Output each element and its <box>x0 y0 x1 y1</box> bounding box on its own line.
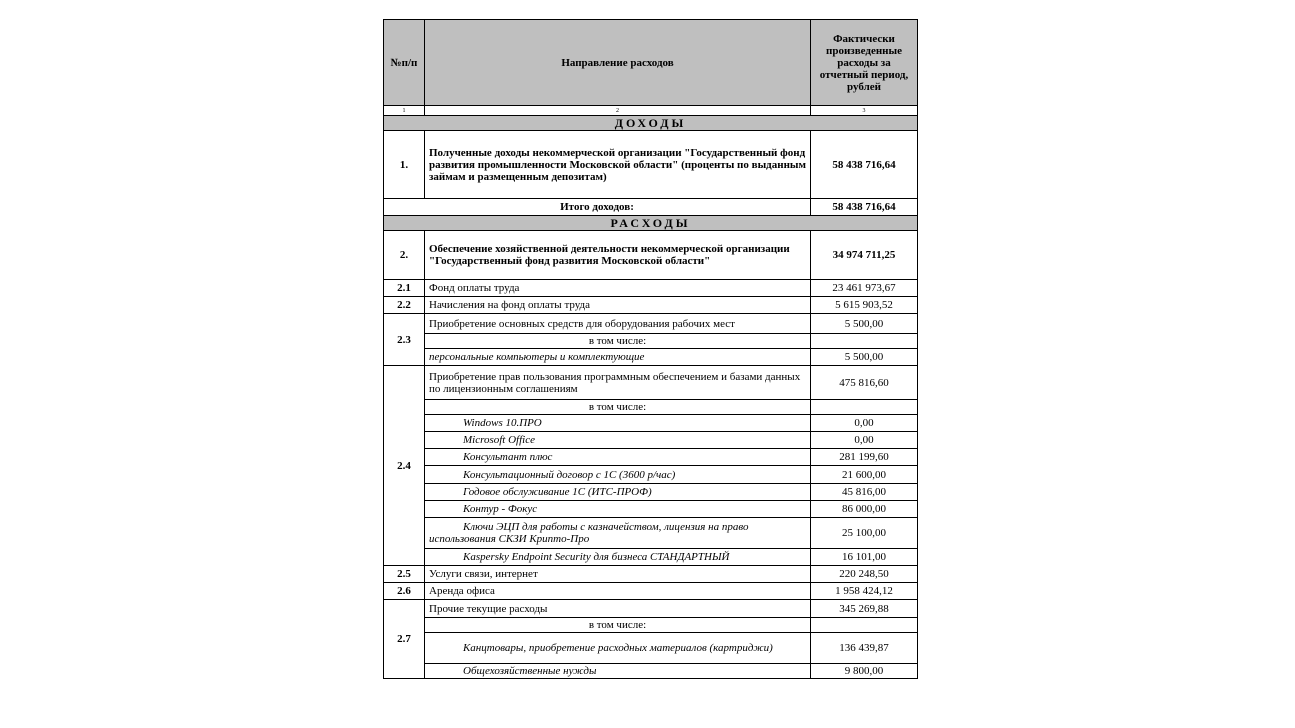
including-row <box>384 334 918 349</box>
section-income-row <box>384 116 918 131</box>
row-number: 2. <box>384 231 425 280</box>
sub-item-value: 21 600,00 <box>811 466 918 484</box>
sub-item-value: 25 100,00 <box>811 518 918 549</box>
sub-item-row <box>384 432 918 449</box>
column-number: 3 <box>811 106 918 116</box>
sub-item-value: 9 800,00 <box>811 664 918 679</box>
row-value: 5 615 903,52 <box>811 297 918 314</box>
sub-item-text: Общехозяйственные нужды <box>425 664 811 679</box>
row-value: 58 438 716,64 <box>811 131 918 199</box>
header-number: №п/п <box>384 20 425 106</box>
row-text: Прочие текущие расходы <box>425 600 811 618</box>
income-total-label: Итого доходов: <box>384 199 811 216</box>
income-total-value: 58 438 716,64 <box>811 199 918 216</box>
row-number: 2.7 <box>384 600 425 679</box>
sub-item-value: 16 101,00 <box>811 549 918 566</box>
table-row <box>384 566 918 583</box>
sub-item-value: 45 816,00 <box>811 484 918 501</box>
row-value: 345 269,88 <box>811 600 918 618</box>
row-text: Полученные доходы некоммерческой организации "Государственный фонд развития промышленности Московской области" (проценты по выданным займам и размещенным депозитам) <box>425 131 811 199</box>
sub-item-row <box>384 349 918 366</box>
including-label: в том числе: <box>425 400 811 415</box>
row-text: Аренда офиса <box>425 583 811 600</box>
sub-item-row <box>384 518 918 549</box>
sub-item-text: Канцтовары, приобретение расходных материалов (картриджи) <box>425 633 811 664</box>
row-number: 2.4 <box>384 366 425 566</box>
empty-cell <box>811 618 918 633</box>
row-text: Услуги связи, интернет <box>425 566 811 583</box>
table-row <box>384 314 918 334</box>
sub-item-row <box>384 449 918 466</box>
sub-item-row <box>384 664 918 679</box>
empty-cell <box>811 334 918 349</box>
sub-item-text: Ключи ЭЦП для работы с казначейством, лицензия на право использования СКЗИ Крипто-Про <box>425 518 811 549</box>
including-row <box>384 618 918 633</box>
column-number: 1 <box>384 106 425 116</box>
including-row <box>384 400 918 415</box>
sub-item-text: Windows 10.ПРО <box>425 415 811 432</box>
row-value: 23 461 973,67 <box>811 280 918 297</box>
sub-item-value: 136 439,87 <box>811 633 918 664</box>
table-row <box>384 231 918 280</box>
row-number: 2.6 <box>384 583 425 600</box>
sub-item-value: 281 199,60 <box>811 449 918 466</box>
sub-item-value: 5 500,00 <box>811 349 918 366</box>
table-row <box>384 131 918 199</box>
sub-item-text: Консультант плюс <box>425 449 811 466</box>
row-text: Приобретение прав пользования программным обеспечением и базами данных по лицензионным соглашениям <box>425 366 811 400</box>
row-number: 2.5 <box>384 566 425 583</box>
sub-item-row <box>384 484 918 501</box>
expense-report-table-sheet <box>383 19 917 679</box>
sub-item-text: Kaspersky Endpoint Security для бизнеса СТАНДАРТНЫЙ <box>425 549 811 566</box>
header-direction: Направление расходов <box>425 20 811 106</box>
table-row <box>384 600 918 618</box>
sub-item-text: Microsoft Office <box>425 432 811 449</box>
sub-item-text: Консультационный договор с 1С (3600 р/час) <box>425 466 811 484</box>
table-row <box>384 297 918 314</box>
section-expenses-row <box>384 216 918 231</box>
section-expenses-title: РАСХОДЫ <box>384 216 918 231</box>
row-text: Фонд оплаты труда <box>425 280 811 297</box>
empty-cell <box>811 400 918 415</box>
income-total-row <box>384 199 918 216</box>
sub-item-row <box>384 633 918 664</box>
column-number-row <box>384 106 918 116</box>
sub-item-value: 0,00 <box>811 432 918 449</box>
row-number: 1. <box>384 131 425 199</box>
row-value: 220 248,50 <box>811 566 918 583</box>
row-number: 2.1 <box>384 280 425 297</box>
row-number: 2.2 <box>384 297 425 314</box>
row-number: 2.3 <box>384 314 425 366</box>
sub-item-text: Годовое обслуживание 1С (ИТС-ПРОФ) <box>425 484 811 501</box>
row-value: 34 974 711,25 <box>811 231 918 280</box>
table-row <box>384 366 918 400</box>
sub-item-row <box>384 501 918 518</box>
sub-item-row <box>384 549 918 566</box>
row-value: 5 500,00 <box>811 314 918 334</box>
including-label: в том числе: <box>425 618 811 633</box>
sub-item-value: 0,00 <box>811 415 918 432</box>
section-income-title: ДОХОДЫ <box>384 116 918 131</box>
sub-item-text: персональные компьютеры и комплектующие <box>425 349 811 366</box>
expense-report-table <box>383 19 918 679</box>
table-row <box>384 583 918 600</box>
row-value: 475 816,60 <box>811 366 918 400</box>
table-row <box>384 280 918 297</box>
table-header-row <box>384 20 918 106</box>
sub-item-row <box>384 415 918 432</box>
row-text: Обеспечение хозяйственной деятельности некоммерческой организации "Государственный фонд развития Московской области" <box>425 231 811 280</box>
sub-item-value: 86 000,00 <box>811 501 918 518</box>
header-actual-expenses: Фактически произведенные расходы за отчетный период, рублей <box>811 20 918 106</box>
row-value: 1 958 424,12 <box>811 583 918 600</box>
column-number: 2 <box>425 106 811 116</box>
sub-item-text: Контур - Фокус <box>425 501 811 518</box>
row-text: Начисления на фонд оплаты труда <box>425 297 811 314</box>
including-label: в том числе: <box>425 334 811 349</box>
sub-item-row <box>384 466 918 484</box>
row-text: Приобретение основных средств для оборудования рабочих мест <box>425 314 811 334</box>
